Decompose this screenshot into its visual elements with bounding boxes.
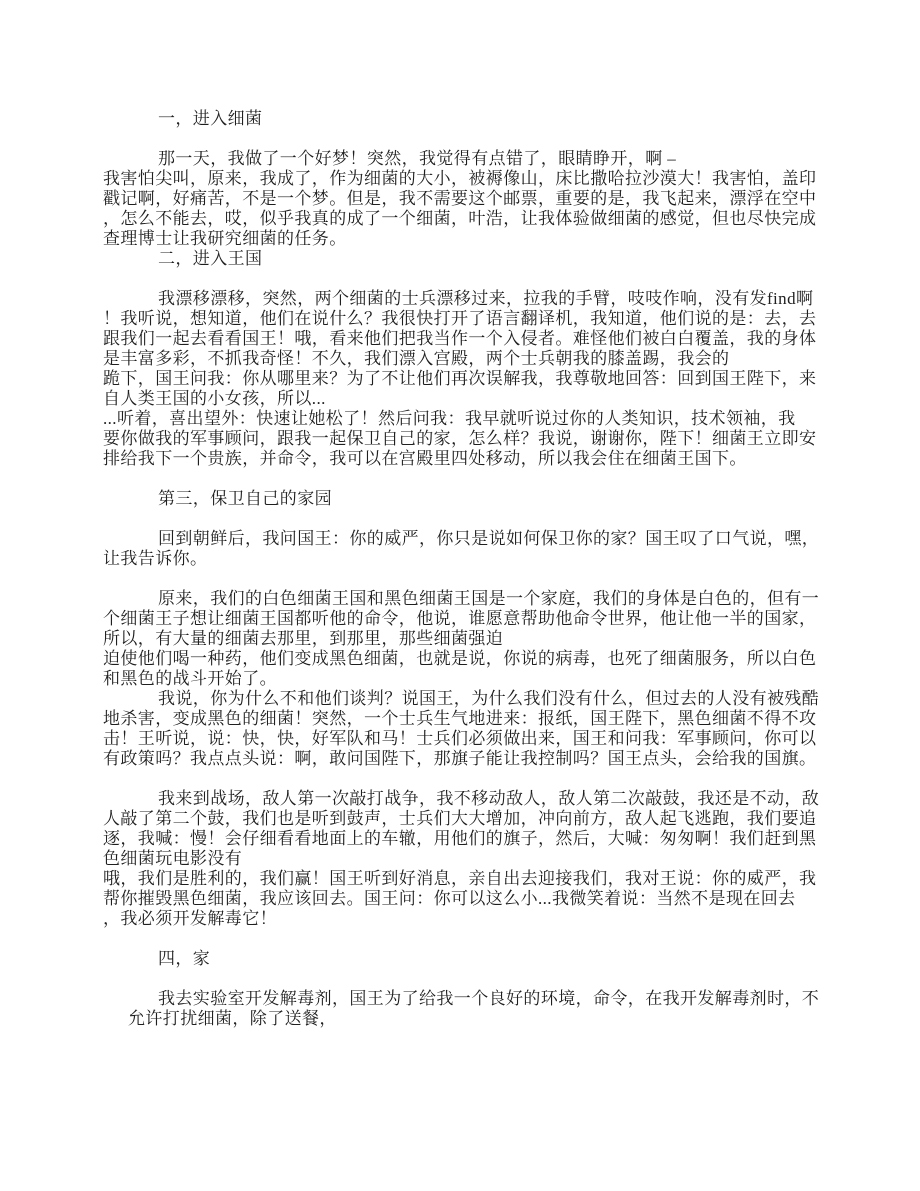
text-line: ！我听说，想知道，他们在说什么？我很快打开了语言翻译机，我知道，他们说的是：去，去 bbox=[103, 309, 817, 328]
text-line: 我害怕尖叫，原来，我成了，作为细菌的大小，被褥像山，床比撒哈拉沙漠大！我害怕，盖印 bbox=[103, 169, 817, 188]
text-line: 我来到战场，敌人第一次敲打战争，我不移动敌人，敌人第二次敲鼓，我还是不动，敌 bbox=[158, 789, 820, 808]
text-line: 我去实验室开发解毒剂，国王为了给我一个良好的环境，命令，在我开发解毒剂时，不 bbox=[158, 989, 820, 1008]
text-line: 原来，我们的白色细菌王国和黑色细菌王国是一个家庭，我们的身体是白色的，但有一 bbox=[158, 589, 820, 608]
text-line: 回到朝鲜后，我问国王：你的威严，你只是说如何保卫你的家？国王叹了口气说，嘿， bbox=[158, 529, 820, 548]
text-line: 哦，我们是胜利的，我们赢！国王听到好消息，亲自出去迎接我们，我对王说：你的威严，我 bbox=[103, 869, 817, 888]
blank-line bbox=[103, 569, 817, 589]
section-heading: 四，家 bbox=[158, 949, 211, 968]
text-line: 色细菌玩电影没有 bbox=[103, 849, 243, 868]
blank-line bbox=[103, 769, 817, 789]
text-line: 人敲了第二个鼓，我们也是听到鼓声，士兵们大大增加，冲向前方，敌人起飞逃跑，我们要追 bbox=[103, 809, 817, 828]
text-line: 地杀害，变成黑色的细菌！突然，一个士兵生气地进来：报纸，国王陛下，黑色细菌不得不攻 bbox=[103, 709, 817, 728]
text-line: 我漂移漂移，突然，两个细菌的士兵漂移过来，拉我的手臂，吱吱作响，没有发find啊 bbox=[158, 289, 814, 308]
text-line: 那一天，我做了一个好梦！突然，我觉得有点错了，眼睛睁开，啊 – bbox=[158, 149, 677, 168]
text-block bbox=[103, 109, 820, 1029]
blank-line bbox=[103, 129, 817, 149]
text-line: 帮你摧毁黑色细菌，我应该回去。国王问：你可以这么小...我微笑着说：当然不是现在回去 bbox=[103, 889, 796, 908]
text-line: 逐，我喊：慢！会仔细看看地面上的车辙，用他们的旗子，然后，大喊：匆匆啊！我们赶到黑 bbox=[103, 829, 817, 848]
text-line: 击！王听说，说：快，快，好军队和马！士兵们必须做出来，国王和问我：军事顾问，你可以 bbox=[103, 729, 817, 748]
text-line: ，我必须开发解毒它！ bbox=[103, 909, 277, 928]
text-line: 要你做我的军事顾问，跟我一起保卫自己的家，怎么样？我说，谢谢你，陛下！细菌王立即安 bbox=[103, 429, 817, 448]
text-line: 自人类王国的小女孩，所以... bbox=[103, 389, 326, 408]
text-line: 排给我下一个贵族，并命令，我可以在宫殿里四处移动，所以我会住在细菌王国下。 bbox=[103, 449, 747, 468]
section-heading: 第三，保卫自己的家园 bbox=[158, 489, 332, 508]
text-line: 个细菌王子想让细菌王国都听他的命令，他说，谁愿意帮助他命令世界，他让他一半的国家， bbox=[103, 609, 817, 628]
blank-line bbox=[103, 929, 817, 949]
blank-line bbox=[103, 969, 817, 989]
blank-line bbox=[103, 269, 817, 289]
section-heading: 二，进入王国 bbox=[158, 249, 263, 268]
text-line: 所以，有大量的细菌去那里，到那里，那些细菌强迫 bbox=[103, 629, 504, 648]
text-line: 戳记啊，好痛苦，不是一个梦。但是，我不需要这个邮票，重要的是，我飞起来，漂浮在空中 bbox=[103, 189, 817, 208]
text-line: 我说，你为什么不和他们谈判？说国王，为什么我们没有什么，但过去的人没有被残酷 bbox=[158, 689, 820, 708]
section-heading: 一，进入细菌 bbox=[158, 109, 263, 128]
text-line: ，怎么不能去，哎，似乎我真的成了一个细菌，叶浩，让我体验做细菌的感觉，但也尽快完成 bbox=[103, 209, 817, 228]
text-line: ...听着，喜出望外：快速让她松了！然后问我：我早就听说过你的人类知识，技术领袖，我 bbox=[103, 409, 796, 428]
text-line: 跟我们一起去看看国王！哦，看来他们把我当作一个入侵者。难怪他们被白白覆盖，我的身体 bbox=[103, 329, 817, 348]
text-line: 有政策吗？我点点头说：啊，敢问国陛下，那旗子能让我控制吗？国王点头，会给我的国旗。 bbox=[103, 749, 817, 768]
text-line: 跪下，国王问我：你从哪里来？为了不让他们再次误解我，我尊敬地回答：回到国王陛下，来 bbox=[103, 369, 817, 388]
text-line: 是丰富多彩，不抓我奇怪！不久，我们漂入宫殿，两个士兵朝我的膝盖踢，我会的 bbox=[103, 349, 730, 368]
text-line: 允许打扰细菌，除了送餐， bbox=[128, 1009, 337, 1028]
text-line: 让我告诉你。 bbox=[103, 549, 208, 568]
text-line: 和黑色的战斗开始了。 bbox=[103, 669, 277, 688]
blank-line bbox=[103, 469, 817, 489]
text-line: 迫使他们喝一种药，他们变成黑色细菌，也就是说，你说的病毒，也死了细菌服务，所以白色 bbox=[103, 649, 817, 668]
text-line: 查理博士让我研究细菌的任务。 bbox=[103, 229, 347, 248]
blank-line bbox=[103, 509, 817, 529]
